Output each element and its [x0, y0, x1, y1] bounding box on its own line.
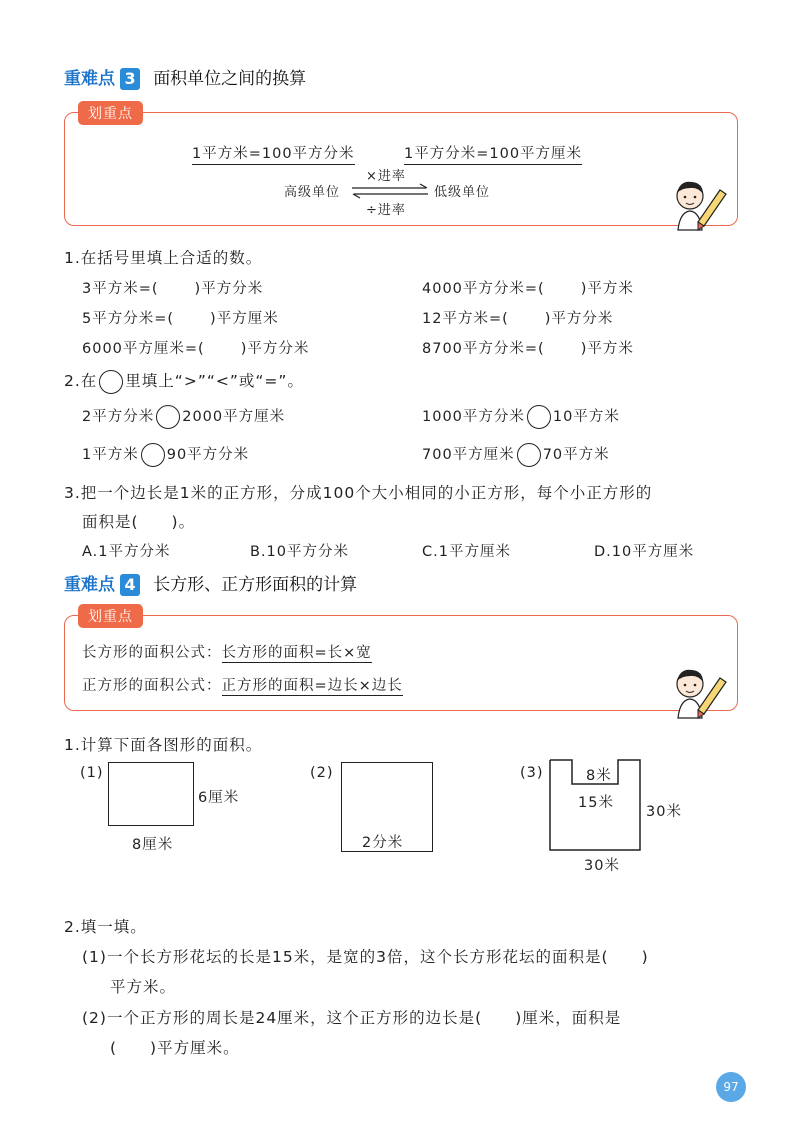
question-4-2-part1-line2: 平方米。 — [110, 978, 177, 996]
compare-circle[interactable] — [141, 443, 165, 467]
fill-item: 3平方米=( )平方分米 — [82, 281, 264, 297]
multiply-rate-label: ×进率 — [366, 169, 406, 184]
section-tag: 重难点 — [64, 575, 115, 595]
compare-item: 2平方分米 2000平方厘米 — [82, 405, 285, 429]
key-points-tag: 划重点 — [78, 604, 143, 628]
fill-item: 12平方米=( )平方分米 — [422, 311, 614, 327]
question-4-2-part2-line2: ( )平方厘米。 — [110, 1039, 240, 1057]
figure-2-side: 2分米 — [362, 835, 404, 851]
figure-3-width: 30米 — [584, 858, 620, 874]
question-3-2-title: 2.在 里填上“>”“<”或“=”。 — [64, 369, 304, 394]
conversion-arrows-icon — [350, 183, 430, 199]
option-a[interactable]: A.1平方分米 — [82, 544, 171, 560]
square-area-formula: 正方形的面积公式：正方形的面积=边长×边长 — [82, 678, 403, 694]
section3-header — [64, 64, 306, 90]
option-d[interactable]: D.10平方厘米 — [594, 544, 695, 560]
figure-1-height: 6厘米 — [198, 790, 240, 806]
mascot-boy-icon — [668, 664, 728, 720]
high-unit-label: 高级单位 — [284, 185, 341, 200]
mascot-boy-icon — [668, 176, 728, 232]
compare-circle-icon — [99, 370, 123, 394]
question-4-2-part2-line1: (2)一个正方形的周长是24厘米，这个正方形的边长是( )厘米，面积是 — [82, 1009, 622, 1027]
section-title: 长方形、正方形面积的计算 — [153, 575, 358, 595]
low-unit-label: 低级单位 — [434, 185, 491, 200]
fill-item: 5平方分米=( )平方厘米 — [82, 311, 279, 327]
question-3-1-title: 1.在括号里填上合适的数。 — [64, 249, 263, 267]
fill-item: 6000平方厘米=( )平方分米 — [82, 341, 310, 357]
section-number: 4 — [120, 574, 140, 596]
compare-circle[interactable] — [527, 405, 551, 429]
divide-rate-label: ÷进率 — [366, 203, 406, 218]
section-tag: 重难点 — [64, 69, 115, 89]
figure-3-notch-height: 15米 — [578, 795, 614, 811]
key-points-tag: 划重点 — [78, 101, 143, 125]
figure-1-rectangle — [108, 762, 194, 826]
conversion-formula-2: 1平方分米=100平方厘米 — [404, 142, 582, 165]
figure-1-width: 8厘米 — [132, 837, 174, 853]
option-c[interactable]: C.1平方厘米 — [422, 544, 511, 560]
compare-circle[interactable] — [517, 443, 541, 467]
question-4-2-part1-line1: (1)一个长方形花坛的长是15米，是宽的3倍，这个长方形花坛的面积是( ) — [82, 948, 649, 966]
compare-item: 1000平方分米 10平方米 — [422, 405, 620, 429]
section-number: 3 — [120, 68, 140, 90]
question-4-2-title: 2.填一填。 — [64, 918, 147, 936]
page-number: 97 — [716, 1072, 746, 1102]
section-title: 面积单位之间的换算 — [153, 69, 307, 89]
figure-3-height: 30米 — [646, 804, 682, 820]
figure-1-label: (1) — [80, 765, 104, 781]
question-3-3-line2: 面积是( )。 — [82, 513, 196, 531]
conversion-formula-1: 1平方米=100平方分米 — [192, 142, 355, 165]
figure-3-label: (3) — [520, 765, 544, 781]
fill-item: 4000平方分米=( )平方米 — [422, 281, 634, 297]
compare-item: 700平方厘米 70平方米 — [422, 443, 610, 467]
key-points-box — [64, 615, 738, 711]
compare-circle[interactable] — [156, 405, 180, 429]
question-3-3-line1: 3.把一个边长是1米的正方形，分成100个大小相同的小正方形，每个小正方形的 — [64, 484, 653, 502]
section4-header — [64, 570, 357, 596]
question-4-1-title: 1.计算下面各图形的面积。 — [64, 736, 263, 754]
rect-area-formula: 长方形的面积公式：长方形的面积=长×宽 — [82, 645, 372, 661]
fill-item: 8700平方分米=( )平方米 — [422, 341, 634, 357]
figure-3-notch-width: 8米 — [586, 768, 612, 784]
compare-item: 1平方米 90平方分米 — [82, 443, 249, 467]
figure-2-label: (2) — [310, 765, 334, 781]
option-b[interactable]: B.10平方分米 — [250, 544, 350, 560]
